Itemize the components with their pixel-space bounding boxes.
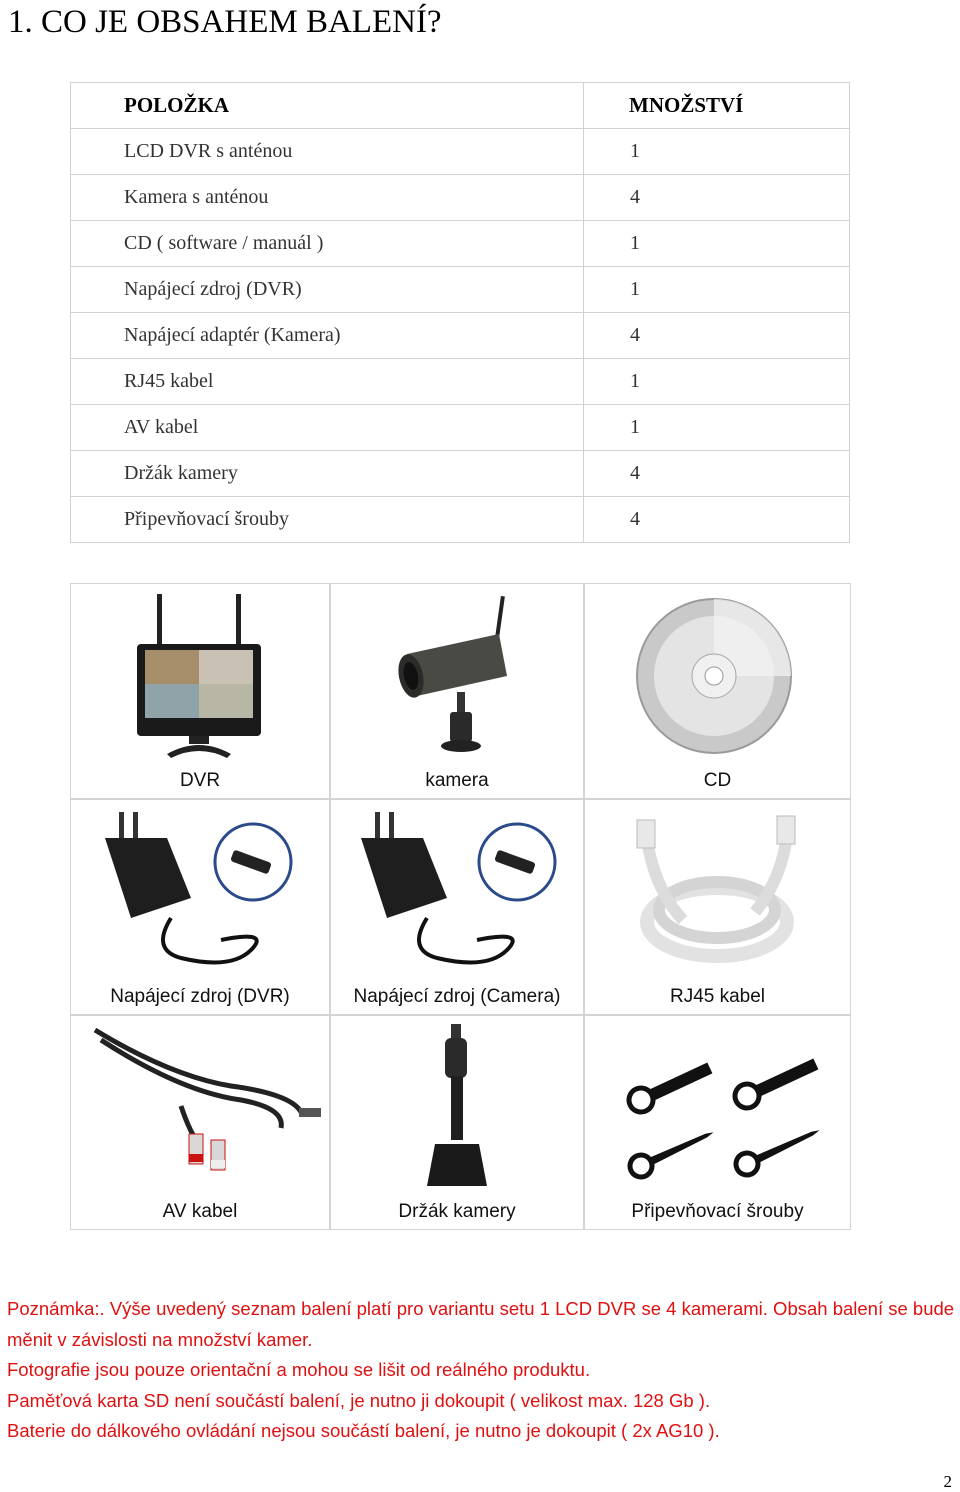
picture-cell-camera [330, 583, 584, 799]
picture-cell-screws [584, 1015, 851, 1230]
cd-disc-icon [585, 584, 850, 764]
column-header-item: POLOŽKA [71, 83, 584, 129]
screw-icon [585, 1016, 850, 1194]
picture-caption: DVR [179, 770, 221, 791]
table-row [71, 405, 850, 451]
picture-caption: AV kabel [162, 1201, 238, 1222]
dvr-monitor-icon [71, 584, 329, 764]
picture-cell-dvr [70, 583, 330, 799]
camera-bracket-icon [331, 1016, 583, 1194]
item-name-cell: AV kabel [71, 405, 584, 451]
notes-section [7, 1294, 957, 1447]
picture-cell-av [70, 1015, 330, 1230]
picture-caption: Držák kamery [398, 1201, 516, 1222]
item-quantity-cell: 4 [584, 313, 850, 359]
table-header-row [71, 83, 850, 129]
item-name-cell: LCD DVR s anténou [71, 129, 584, 175]
item-name-cell: RJ45 kabel [71, 359, 584, 405]
picture-caption: Napájecí zdroj (Camera) [353, 986, 561, 1007]
table-row [71, 497, 850, 543]
item-quantity-cell: 1 [584, 221, 850, 267]
item-quantity-cell: 4 [584, 175, 850, 221]
note-text: Baterie do dálkového ovládání nejsou součástí balení, je nutno je dokoupit ( 2x AG10 ). [7, 1420, 720, 1441]
item-name-cell: Kamera s anténou [71, 175, 584, 221]
table-row [71, 221, 850, 267]
item-name-cell: CD ( software / manuál ) [71, 221, 584, 267]
item-quantity-cell: 4 [584, 451, 850, 497]
note-text: Fotografie jsou pouze orientační a mohou se lišit od reálného produktu. [7, 1359, 591, 1380]
package-contents-table [70, 82, 850, 543]
item-quantity-cell: 1 [584, 267, 850, 313]
picture-caption: CD [703, 770, 732, 791]
picture-caption: kamera [425, 770, 489, 791]
page-title: 1. CO JE OBSAHEM BALENÍ? [8, 4, 442, 40]
page-number: 2 [943, 1472, 952, 1491]
table-row [71, 451, 850, 497]
item-quantity-cell: 4 [584, 497, 850, 543]
picture-cell-bracket [330, 1015, 584, 1230]
picture-cell-cd [584, 583, 851, 799]
contents-picture-grid [70, 583, 851, 1230]
item-name-cell: Napájecí zdroj (DVR) [71, 267, 584, 313]
table-row [71, 267, 850, 313]
av-cable-icon [71, 1016, 329, 1194]
rj45-cable-icon [585, 800, 850, 985]
power-adapter-icon [71, 800, 329, 985]
picture-caption: Napájecí zdroj (DVR) [110, 986, 290, 1007]
table-row [71, 313, 850, 359]
item-quantity-cell: 1 [584, 405, 850, 451]
picture-cell-psu-dvr [70, 799, 330, 1015]
table-row [71, 175, 850, 221]
picture-caption: Připevňovací šrouby [631, 1201, 804, 1222]
power-adapter-icon [331, 800, 583, 985]
item-quantity-cell: 1 [584, 129, 850, 175]
camera-icon [331, 584, 583, 764]
column-header-quantity: MNOŽSTVÍ [584, 83, 850, 129]
table-row [71, 129, 850, 175]
picture-caption: RJ45 kabel [669, 986, 766, 1007]
item-name-cell: Napájecí adaptér (Kamera) [71, 313, 584, 359]
note-text: Paměťová karta SD není součástí balení, je nutno ji dokoupit ( velikost max. 128 Gb ). [7, 1389, 711, 1411]
picture-cell-rj45 [584, 799, 851, 1015]
item-name-cell: Držák kamery [71, 451, 584, 497]
item-quantity-cell: 1 [584, 359, 850, 405]
note-text: Poznámka:. Výše uvedený seznam balení platí pro variantu setu 1 LCD DVR se 4 kamerami. Obsah balení se bude měnit v závislosti na množství kamer. [7, 1298, 955, 1350]
table-row [71, 359, 850, 405]
item-name-cell: Připevňovací šrouby [71, 497, 584, 543]
picture-cell-psu-camera [330, 799, 584, 1015]
